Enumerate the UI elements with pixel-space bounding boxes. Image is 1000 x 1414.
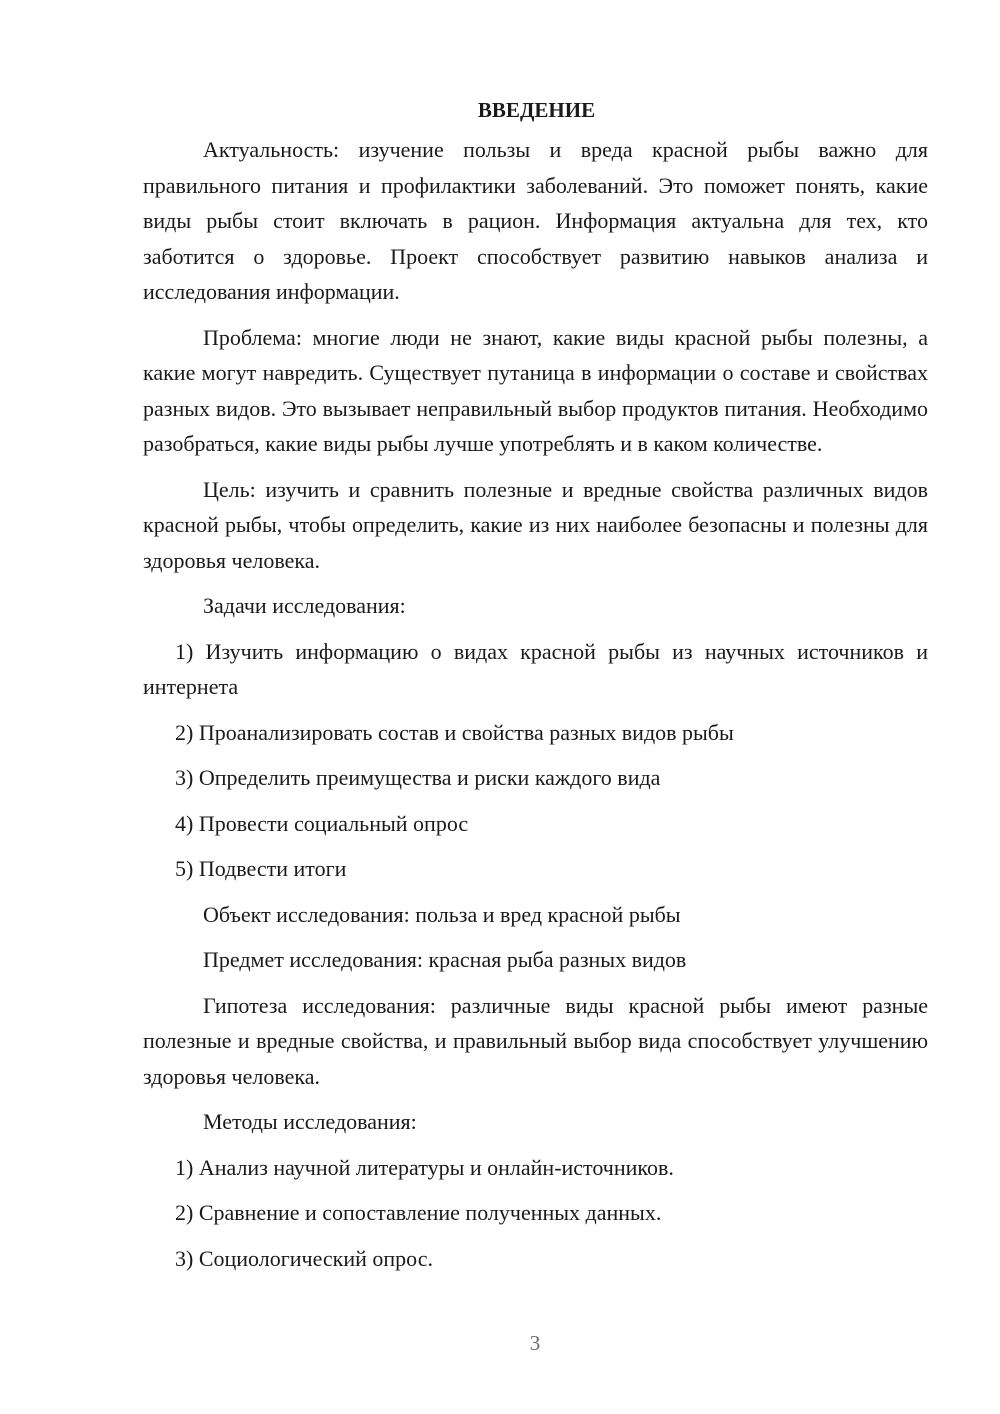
methods-heading: Методы исследования: xyxy=(203,1109,417,1134)
page-number: 3 xyxy=(529,1331,541,1355)
hypothesis-paragraph: Гипотеза исследования: различные виды красной рыбы имеют разные полезные и вредные свойства, и правильный выбор вида способствует улучшению здоровья человека. xyxy=(143,992,928,1089)
goal-paragraph: Цель: изучить и сравнить полезные и вредные свойства различных видов красной рыбы, чтобы определить, какие из них наиболее безопасны и полезны для здоровья человека. xyxy=(143,476,928,573)
document-body xyxy=(143,92,928,1286)
research-object: Объект исследования: польза и вред красной рыбы xyxy=(203,901,681,927)
tasks-heading: Задачи исследования: xyxy=(203,593,406,618)
task-item: 3) Определить преимущества и риски каждого вида xyxy=(175,765,661,790)
task-item: 5) Подвести итоги xyxy=(175,856,347,881)
tasks-list xyxy=(143,634,928,887)
problem-paragraph: Проблема: многие люди не знают, какие виды красной рыбы полезны, а какие могут навредить. Существует путаница в информации о составе и свойствах разных видов. Это вызывает неправильный выбор продуктов питания. Необходимо разобраться, какие виды рыбы лучше употреблять и в каком количестве. xyxy=(143,324,928,456)
research-subject: Предмет исследования: красная рыба разных видов xyxy=(203,947,687,972)
task-item: 1) Изучить информацию о видах красной рыбы из научных источников и интернета xyxy=(143,638,928,699)
methods-list xyxy=(143,1150,928,1277)
method-item: 1) Анализ научной литературы и онлайн-источников. xyxy=(175,1154,674,1180)
page-title: ВВЕДЕНИЕ xyxy=(477,98,596,122)
method-item: 3) Социологический опрос. xyxy=(175,1245,433,1271)
task-item: 4) Провести социальный опрос xyxy=(175,810,469,836)
task-item: 2) Проанализировать состав и свойства разных видов рыбы xyxy=(175,719,734,745)
relevance-paragraph: Актуальность: изучение пользы и вреда красной рыбы важно для правильного питания и профилактики заболеваний. Это поможет понять, какие виды рыбы стоит включать в рацион. Информация актуальна для тех, кто заботится о здоровье. Проект способствует развитию навыков анализа и исследования информации. xyxy=(143,137,928,304)
method-item: 2) Сравнение и сопоставление полученных данных. xyxy=(175,1200,662,1225)
